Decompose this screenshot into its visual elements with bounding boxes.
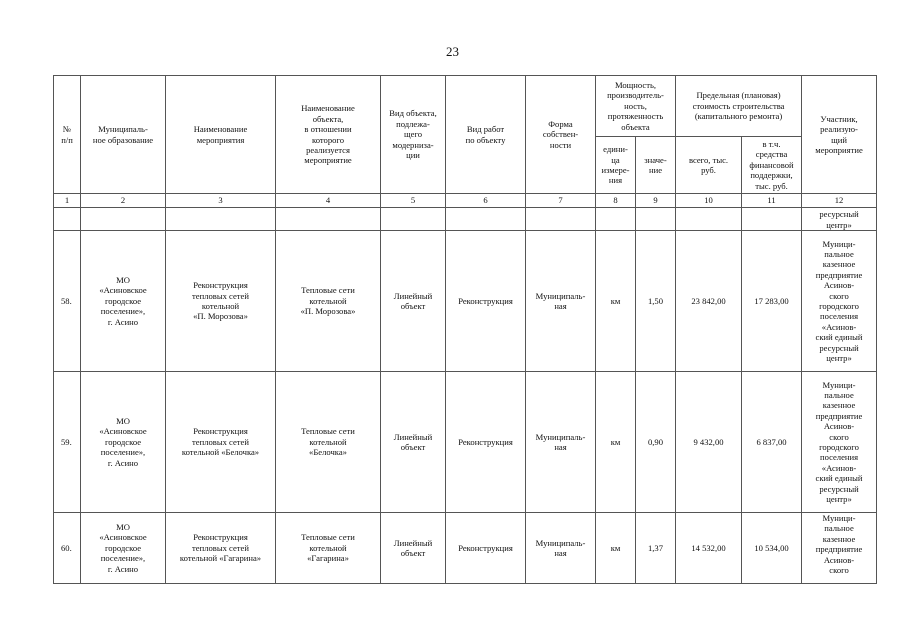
cell-cost-total: 14 532,00: [676, 513, 742, 584]
header-capacity: Мощность, производитель- ность, протяженность объекта: [596, 76, 676, 137]
cell-participant: Муници- пальное казенное предприятие Асинов- ского городского поселения «Асинов- ский единый ресурсный центр»: [802, 231, 877, 372]
cell-cost-support: 6 837,00: [742, 372, 802, 513]
continuation-row: [54, 208, 877, 231]
cell-unit: км: [596, 231, 636, 372]
continuation-cell: ресурсный центр»: [802, 208, 877, 231]
cell-value: 1,50: [636, 231, 676, 372]
header-event: Наименование мероприятия: [166, 76, 276, 194]
header-object-type: Вид объекта, подлежа- щего модерниза- ции: [381, 76, 446, 194]
cell-object-name: Тепловые сети котельной «П. Морозова»: [276, 231, 381, 372]
cell-participant: Муници- пальное казенное предприятие Асинов- ского: [802, 513, 877, 584]
page-number: 23: [446, 44, 459, 59]
column-number: 2: [81, 194, 166, 208]
cell-cost-total: 23 842,00: [676, 231, 742, 372]
table-row: [54, 372, 877, 513]
cell-object-type: Линейный объект: [381, 513, 446, 584]
cell-cost-support: 10 534,00: [742, 513, 802, 584]
cell-participant: Муници- пальное казенное предприятие Асинов- ского городского поселения «Асинов- ский единый ресурсный центр»: [802, 372, 877, 513]
table-row: [54, 513, 877, 584]
column-number: 8: [596, 194, 636, 208]
cell-cost-total: 9 432,00: [676, 372, 742, 513]
cell-municipality: МО «Асиновское городское поселение», г. Асино: [81, 231, 166, 372]
cell-unit: км: [596, 372, 636, 513]
cell-municipality: МО «Асиновское городское поселение», г. Асино: [81, 513, 166, 584]
cell-ownership: Муниципаль- ная: [526, 231, 596, 372]
row-number: 59.: [54, 372, 81, 513]
header-num: № п/п: [54, 76, 81, 194]
header-municipality: Муниципаль- ное образование: [81, 76, 166, 194]
cell-event: Реконструкция тепловых сетей котельной «Гагарина»: [166, 513, 276, 584]
column-number: 3: [166, 194, 276, 208]
column-number: 10: [676, 194, 742, 208]
program-table: [53, 75, 877, 584]
column-number: 7: [526, 194, 596, 208]
column-number: 6: [446, 194, 526, 208]
cell-municipality: МО «Асиновское городское поселение», г. Асино: [81, 372, 166, 513]
table-row: [54, 231, 877, 372]
header-participant: Участник, реализую- щий мероприятие: [802, 76, 877, 194]
row-number: 60.: [54, 513, 81, 584]
cell-work-type: Реконструкция: [446, 513, 526, 584]
header-capacity-unit: едини- ца измере- ния: [596, 137, 636, 194]
header-object-name: Наименование объекта, в отношении которого реализуется мероприятие: [276, 76, 381, 194]
column-number: 12: [802, 194, 877, 208]
header-cost-total: всего, тыс. руб.: [676, 137, 742, 194]
cell-ownership: Муниципаль- ная: [526, 372, 596, 513]
header-work-type: Вид работ по объекту: [446, 76, 526, 194]
column-number: 5: [381, 194, 446, 208]
cell-value: 1,37: [636, 513, 676, 584]
cell-work-type: Реконструкция: [446, 231, 526, 372]
column-number: 9: [636, 194, 676, 208]
header-cost-support: в т.ч. средства финансовой поддержки, тыс. руб.: [742, 137, 802, 194]
header-cost: Предельная (плановая) стоимость строительства (капитального ремонта): [676, 76, 802, 137]
cell-object-type: Линейный объект: [381, 372, 446, 513]
cell-ownership: Муниципаль- ная: [526, 513, 596, 584]
header-row: [54, 76, 877, 137]
cell-work-type: Реконструкция: [446, 372, 526, 513]
column-number: 11: [742, 194, 802, 208]
cell-event: Реконструкция тепловых сетей котельной «П. Морозова»: [166, 231, 276, 372]
column-number: 4: [276, 194, 381, 208]
cell-unit: км: [596, 513, 636, 584]
cell-object-type: Линейный объект: [381, 231, 446, 372]
header-ownership: Форма собствен- ности: [526, 76, 596, 194]
header-capacity-value: значе- ние: [636, 137, 676, 194]
column-number-row: [54, 194, 877, 208]
column-number: 1: [54, 194, 81, 208]
cell-object-name: Тепловые сети котельной «Белочка»: [276, 372, 381, 513]
cell-cost-support: 17 283,00: [742, 231, 802, 372]
row-number: 58.: [54, 231, 81, 372]
cell-event: Реконструкция тепловых сетей котельной «Белочка»: [166, 372, 276, 513]
cell-object-name: Тепловые сети котельной «Гагарина»: [276, 513, 381, 584]
cell-value: 0,90: [636, 372, 676, 513]
